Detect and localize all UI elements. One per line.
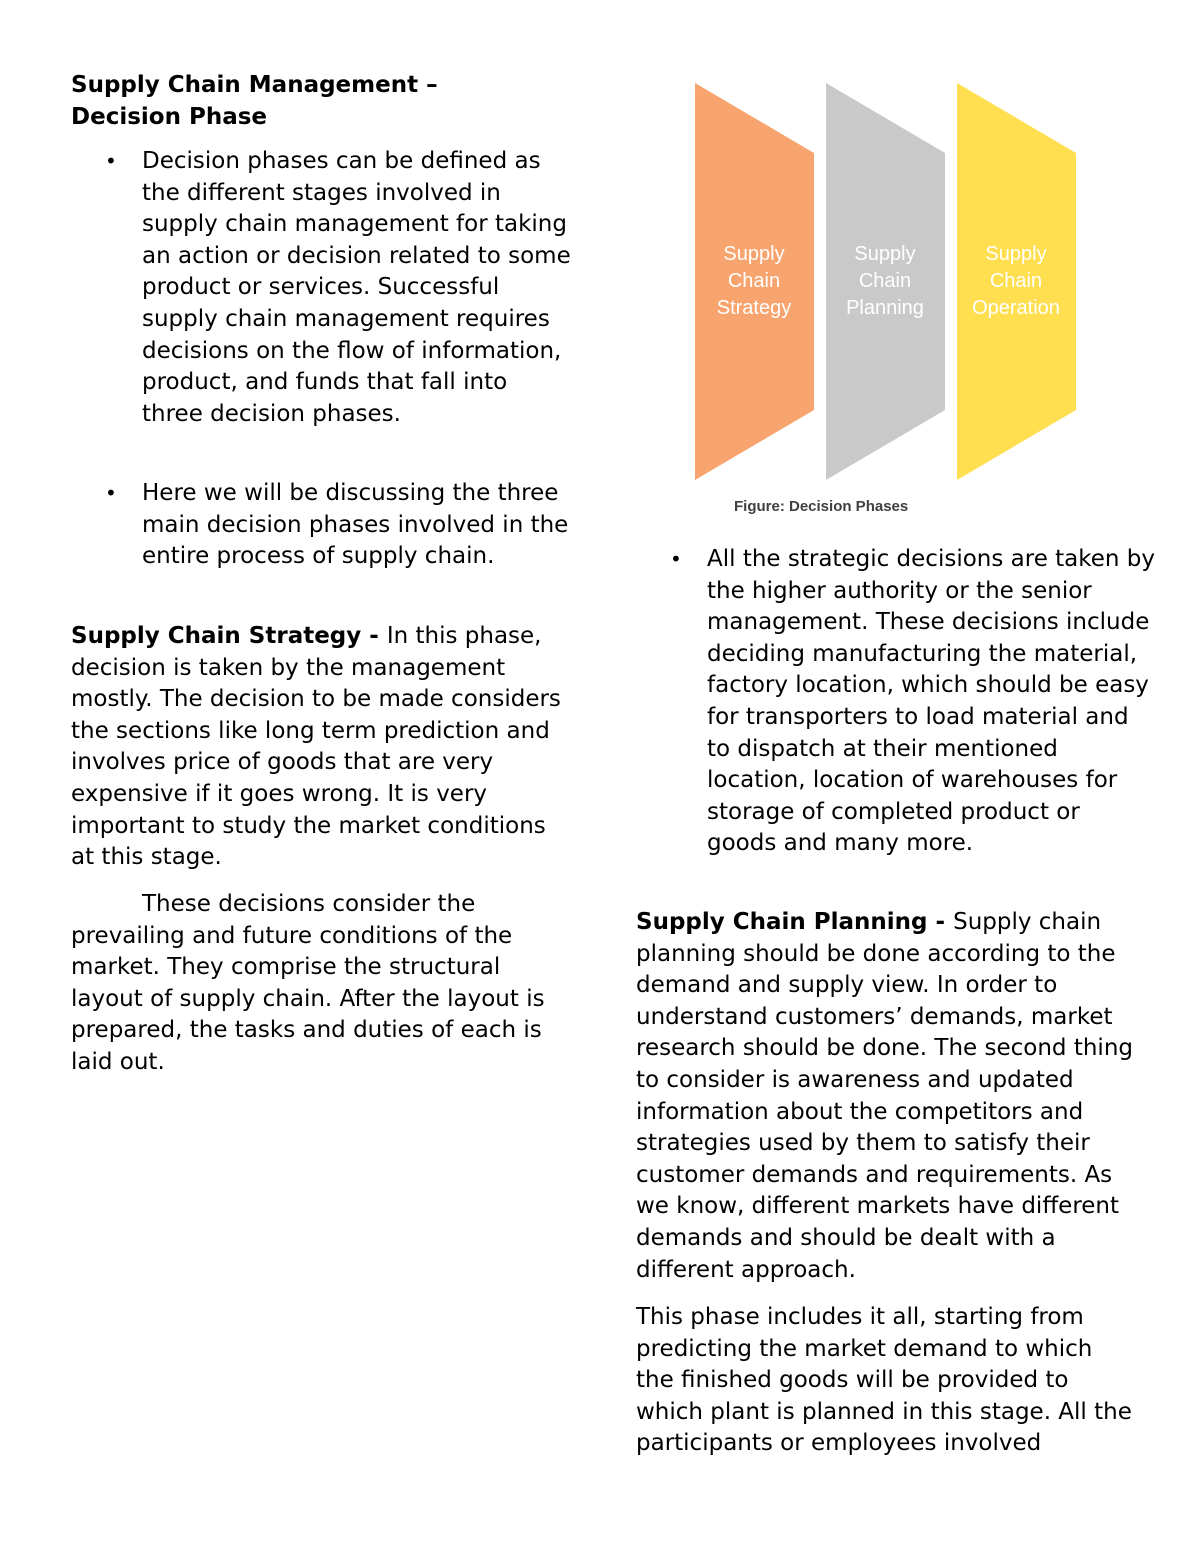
planning-label-line3: Planning (846, 297, 924, 319)
strategy-label-line3: Strategy (716, 297, 792, 319)
strategy-paragraph-2: These decisions consider the prevailing and future conditions of the market. They comprise the structural layout of supply chain. After the layout is prepared, the tasks and duties of each is laid out. (71, 891, 545, 1075)
bullet-icon: • (670, 547, 682, 571)
planning-heading: Supply Chain Planning - (636, 909, 954, 935)
planning-label-line2: Chain (858, 270, 912, 292)
strategy-paragraph (71, 621, 571, 874)
strategy-bullet-text: All the strategic decisions are taken by the higher authority or the senior management. These decisions include deciding manufacturing the material, factory location, which should be easy for transporters to load material and to dispatch at their mentioned location, location of warehouses for storage of completed product or goods and many more. (707, 546, 1156, 857)
planning-label-line1: Supply (854, 243, 916, 265)
planning-text: Supply chain planning should be done according to the demand and supply view. In order to understand customers’ demands, market research should be done. The second thing to consider is awareness and updated information about the competitors and strategies used by them to satisfy their customer demands and requirements. As we know, different markets have different demands and should be dealt with a different approach. (636, 909, 1133, 1283)
intro-bullet-text: Decision phases can be defined as the different stages involved in supply chain management for taking an action or decision related to some product or services. Successful supply chain management requires decisions on the flow of information, product, and funds that fall into three decision phases. (142, 148, 571, 427)
page-title-line1: Supply Chain Management – (71, 72, 438, 98)
decision-phases-figure (690, 80, 1085, 525)
strategy-heading: Supply Chain Strategy - (71, 623, 387, 649)
strategy-label-line1: Supply (723, 243, 785, 265)
list-item (71, 146, 571, 430)
planning-paragraph-2: This phase includes it all, starting from predicting the market demand to which the finished goods will be provided to which plant is planned in this stage. All the participants or employees involved (636, 1304, 1132, 1457)
intro-bullet-text: Here we will be discussing the three main decision phases involved in the entire process of supply chain. (142, 480, 569, 570)
figure-caption: Figure: Decision Phases (734, 498, 909, 515)
intro-bullet-list-2 (71, 478, 571, 573)
list-item (71, 478, 571, 573)
phase-labels (717, 243, 1060, 319)
strategy-bullet-list (636, 544, 1156, 860)
operation-label-line1: Supply (985, 243, 1047, 265)
intro-bullet-list (71, 146, 571, 430)
operation-label-line3: Operation (972, 297, 1060, 319)
strategy-text: In this phase, decision is taken by the management mostly. The decision to be made considers the sections like long term prediction and involves price of goods that are very expensive if it goes wrong. It is very important to study the market conditions at this stage. (71, 623, 561, 871)
bullet-icon: • (105, 149, 117, 173)
operation-label-line2: Chain (989, 270, 1043, 292)
list-item (636, 544, 1156, 860)
bullet-icon: • (105, 481, 117, 505)
page-title (71, 70, 438, 133)
strategy-label-line2: Chain (727, 270, 781, 292)
planning-paragraph (636, 907, 1146, 1286)
page-title-line2: Decision Phase (71, 103, 268, 130)
